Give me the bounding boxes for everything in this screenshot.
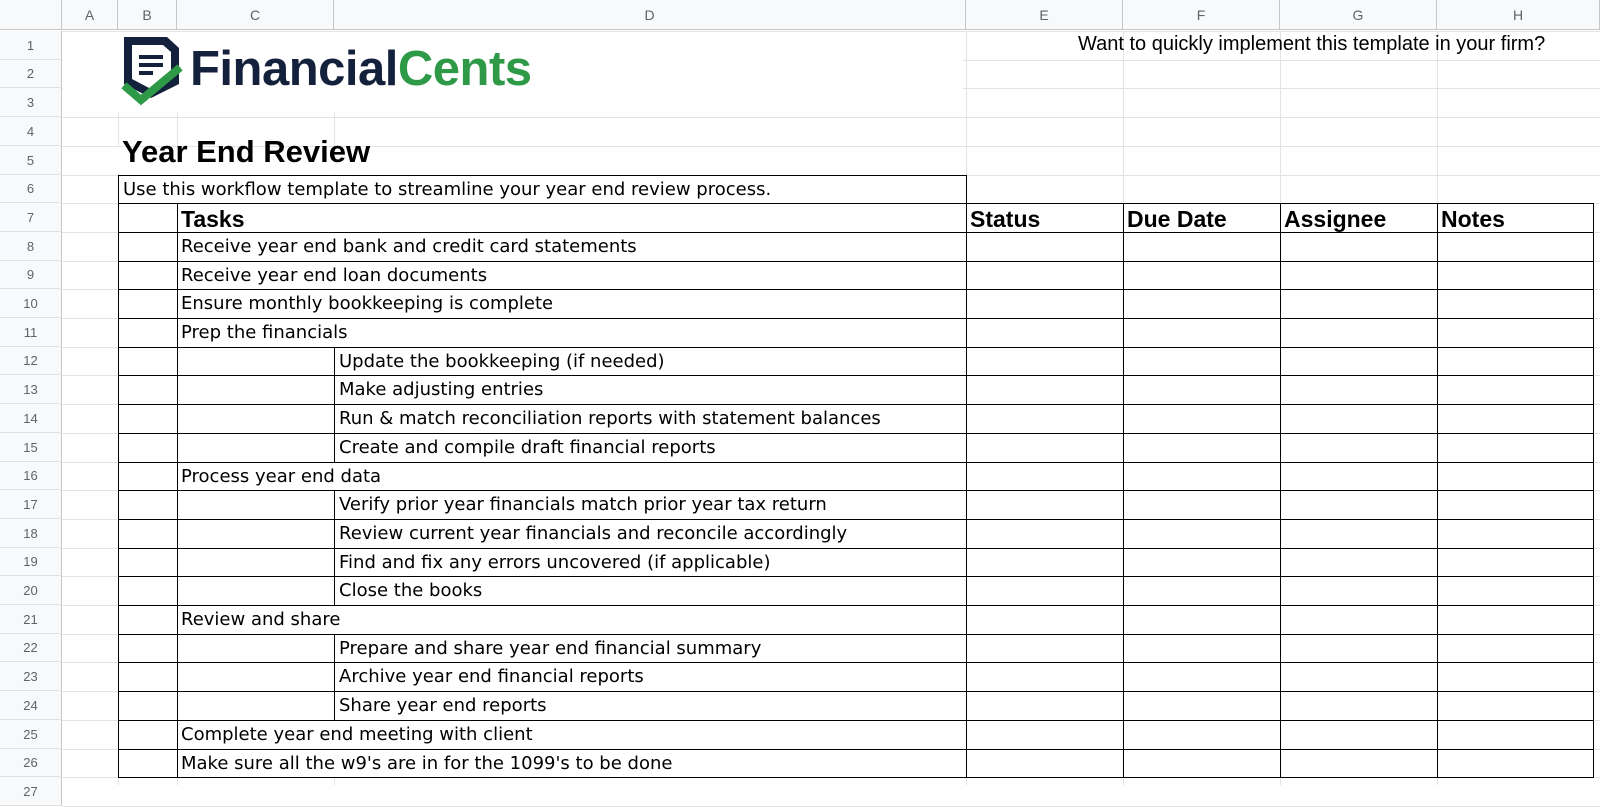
border-line (334, 404, 335, 434)
subtask-text[interactable]: Make adjusting entries (339, 379, 544, 400)
task-text[interactable]: Ensure monthly bookkeeping is complete (181, 293, 554, 314)
border-line (118, 548, 1594, 549)
row-header-6[interactable]: 6 (0, 175, 62, 203)
financial-cents-wordmark (190, 41, 532, 97)
border-line (118, 749, 1594, 750)
header-status: Status (970, 206, 1041, 232)
row-header-22[interactable]: 22 (0, 634, 62, 662)
column-header-g[interactable]: G (1280, 0, 1437, 30)
row-header-10[interactable]: 10 (0, 289, 62, 318)
column-header-d[interactable]: D (334, 0, 966, 30)
subtask-text[interactable]: Run & match reconciliation reports with statement balances (339, 408, 881, 429)
row-header-9[interactable]: 9 (0, 261, 62, 289)
subtask-text[interactable]: Verify prior year financials match prior year tax return (339, 494, 827, 515)
border-line (334, 490, 335, 520)
border-line (118, 662, 1594, 663)
border-line (966, 203, 967, 778)
border-line (1280, 203, 1281, 778)
promo-text: Want to quickly implement this template in your firm? (1078, 33, 1546, 55)
task-text[interactable]: Prep the financials (181, 322, 348, 343)
header-assignee: Assignee (1284, 206, 1387, 232)
task-text[interactable]: Review and share (181, 609, 341, 630)
border-line (118, 462, 1594, 463)
row-header-17[interactable]: 17 (0, 490, 62, 519)
border-line (334, 519, 335, 549)
header-notes: Notes (1441, 206, 1505, 232)
row-header-15[interactable]: 15 (0, 433, 62, 462)
column-header-b[interactable]: B (118, 0, 177, 30)
row-header-24[interactable]: 24 (0, 691, 62, 720)
border-line (118, 404, 1594, 405)
column-header-c[interactable]: C (177, 0, 334, 30)
task-text[interactable]: Make sure all the w9's are in for the 1099's to be done (181, 753, 673, 774)
border-line (177, 203, 178, 778)
border-line (118, 232, 1594, 233)
row-header-16[interactable]: 16 (0, 462, 62, 490)
border-line (118, 261, 1594, 262)
row-header-19[interactable]: 19 (0, 548, 62, 576)
subtask-text[interactable]: Review current year financials and reconcile accordingly (339, 523, 848, 544)
subtask-text[interactable]: Update the bookkeeping (if needed) (339, 351, 665, 372)
border-line (334, 662, 335, 692)
border-line (118, 691, 1594, 692)
row-header-1[interactable]: 1 (0, 31, 62, 60)
border-line (118, 289, 1594, 290)
row-header-13[interactable]: 13 (0, 375, 62, 404)
row-header-25[interactable]: 25 (0, 720, 62, 749)
subtask-text[interactable]: Create and compile draft financial reports (339, 437, 716, 458)
column-header-h[interactable]: H (1437, 0, 1600, 30)
row-header-11[interactable]: 11 (0, 318, 62, 347)
wordmark-cents: Cents (397, 42, 532, 96)
task-text[interactable]: Receive year end loan documents (181, 265, 488, 286)
row-header-21[interactable]: 21 (0, 605, 62, 634)
subtask-text[interactable]: Close the books (339, 580, 483, 601)
row-header-12[interactable]: 12 (0, 347, 62, 375)
task-text[interactable]: Receive year end bank and credit card statements (181, 236, 637, 257)
border-line (118, 777, 1594, 778)
row-header-5[interactable]: 5 (0, 146, 62, 175)
row-header-14[interactable]: 14 (0, 404, 62, 433)
column-header-a[interactable]: A (62, 0, 118, 30)
border-line (118, 203, 119, 778)
gridline-h (62, 117, 1600, 118)
border-line (966, 175, 967, 204)
header-tasks: Tasks (181, 206, 245, 232)
border-line (334, 576, 335, 606)
border-line (118, 175, 967, 176)
border-line (118, 375, 1594, 376)
border-line (334, 347, 335, 376)
border-line (118, 720, 1594, 721)
row-header-3[interactable]: 3 (0, 88, 62, 117)
row-header-2[interactable]: 2 (0, 60, 62, 88)
header-due-date: Due Date (1127, 206, 1227, 232)
row-header-7[interactable]: 7 (0, 203, 62, 232)
column-header-e[interactable]: E (966, 0, 1123, 30)
border-line (118, 318, 1594, 319)
border-line (334, 375, 335, 405)
subtask-text[interactable]: Find and fix any errors uncovered (if applicable) (339, 552, 771, 573)
row-header-4[interactable]: 4 (0, 117, 62, 146)
border-line (1437, 203, 1438, 778)
row-header-8[interactable]: 8 (0, 232, 62, 261)
description-text: Use this workflow template to streamline your year end review process. (123, 179, 772, 200)
border-line (118, 490, 1594, 491)
subtask-text[interactable]: Archive year end financial reports (339, 666, 644, 687)
border-line (118, 634, 1594, 635)
border-line (334, 634, 335, 663)
border-line (118, 605, 1594, 606)
subtask-text[interactable]: Share year end reports (339, 695, 547, 716)
border-line (334, 691, 335, 721)
border-line (118, 347, 1594, 348)
subtask-text[interactable]: Prepare and share year end financial summary (339, 638, 762, 659)
financial-cents-logo-icon (121, 34, 183, 108)
border-line (118, 203, 1594, 204)
border-line (118, 433, 1594, 434)
row-header-26[interactable]: 26 (0, 749, 62, 777)
row-header-20[interactable]: 20 (0, 576, 62, 605)
border-line (118, 576, 1594, 577)
border-line (118, 519, 1594, 520)
row-header-23[interactable]: 23 (0, 662, 62, 691)
border-line (334, 433, 335, 463)
border-line (1593, 203, 1594, 778)
column-header-f[interactable]: F (1123, 0, 1280, 30)
border-line (1123, 203, 1124, 778)
border-line (334, 548, 335, 577)
wordmark-financial: Financial (190, 42, 398, 96)
task-text[interactable]: Process year end data (181, 466, 382, 487)
select-all-corner[interactable] (0, 0, 62, 30)
row-header-27[interactable]: 27 (0, 777, 62, 806)
page-title: Year End Review (122, 134, 371, 169)
row-header-18[interactable]: 18 (0, 519, 62, 548)
border-line (118, 175, 119, 204)
task-text[interactable]: Complete year end meeting with client (181, 724, 533, 745)
